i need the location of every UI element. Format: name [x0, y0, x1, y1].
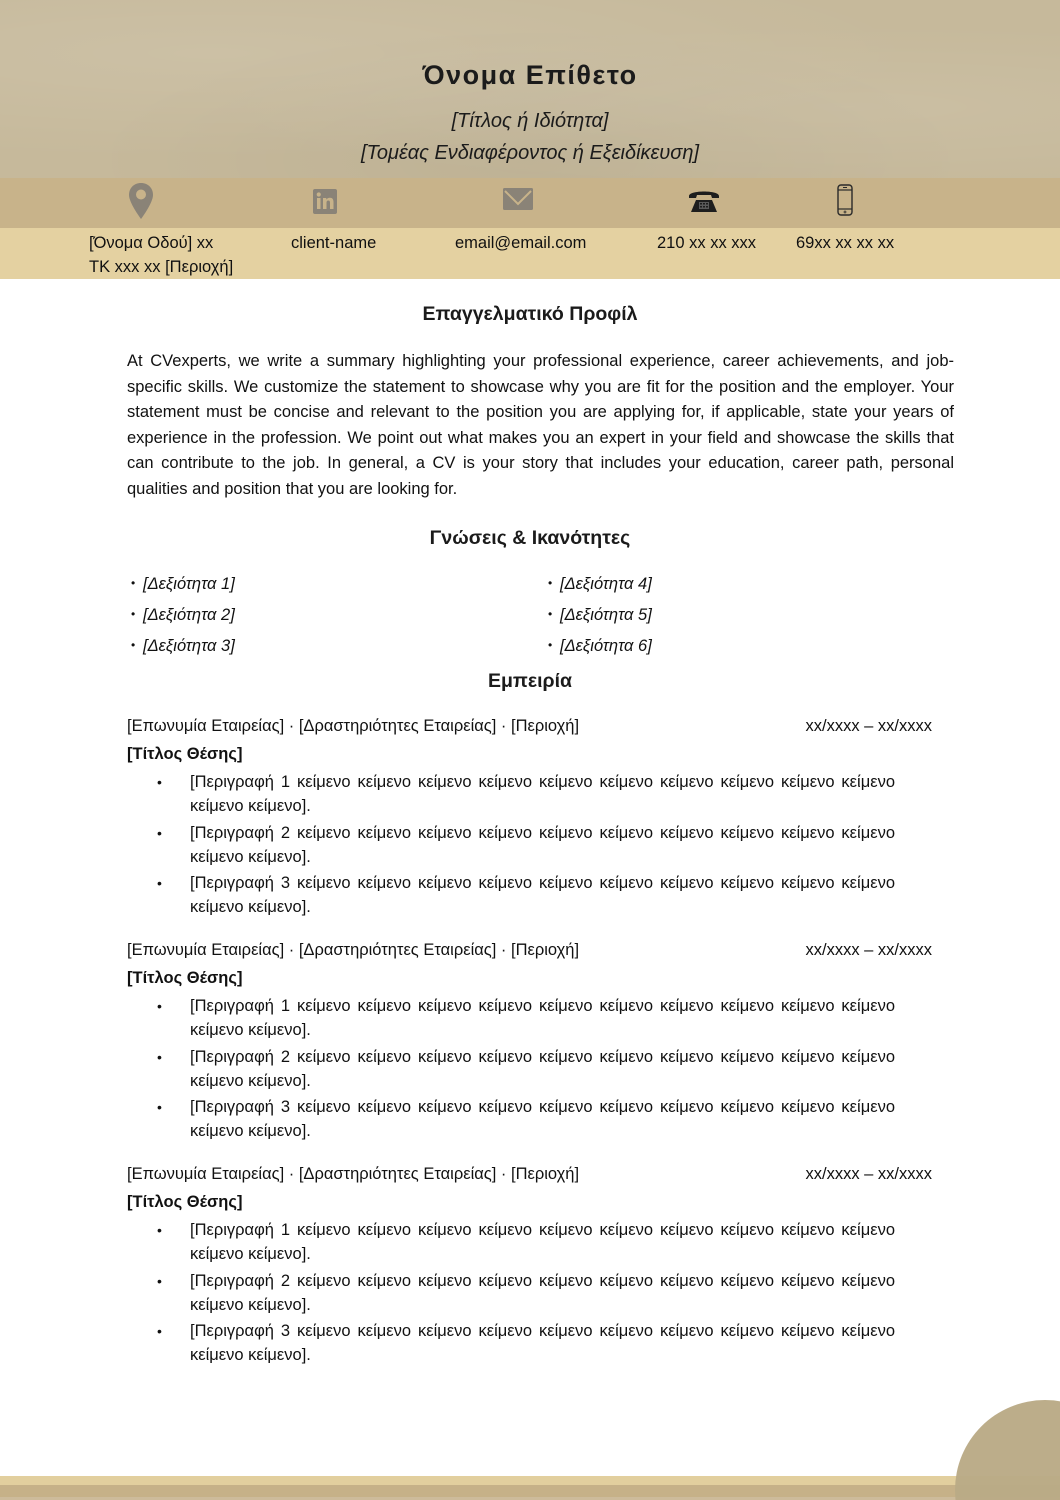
- job-entry: [127, 1165, 932, 1370]
- skill-item: • [Δεξιότητα 2]: [131, 606, 235, 624]
- company-info: [Επωνυμία Εταιρείας] · [Δραστηριότητες Εταιρείας] · [Περιοχή]: [127, 941, 580, 959]
- decorative-circle: [955, 1400, 1060, 1500]
- job-position: [Τίτλος Θέσης]: [127, 969, 243, 987]
- address: [89, 231, 233, 279]
- location-pin-icon: [128, 182, 154, 225]
- skill-item: • [Δεξιότητα 1]: [131, 575, 235, 593]
- job-position: [Τίτλος Θέσης]: [127, 1193, 243, 1211]
- company-info: [Επωνυμία Εταιρείας] · [Δραστηριότητες Εταιρείας] · [Περιοχή]: [127, 1165, 580, 1183]
- address-line-1: [Όνομα Οδού] xx: [89, 234, 214, 252]
- footer-band-light: [0, 1476, 1060, 1485]
- linkedin-handle[interactable]: client-name: [291, 234, 377, 252]
- skills-heading: Γνώσεις & Ικανότητες: [429, 527, 631, 549]
- job-entry: [127, 941, 932, 1146]
- job-bullet: • [Περιγραφή 2 κείμενο κείμενο κείμενο κείμενο κείμενο κείμενο κείμενο κείμενο κείμενο κείμενο κείμενο κείμενο].: [157, 823, 895, 866]
- job-title-subheading: [Τίτλος ή Ιδιότητα]: [451, 110, 609, 132]
- job-bullet: • [Περιγραφή 3 κείμενο κείμενο κείμενο κείμενο κείμενο κείμενο κείμενο κείμενο κείμενο κείμενο κείμενο κείμενο].: [157, 874, 895, 917]
- mobile-phone-icon: [837, 184, 853, 221]
- skill-item: • [Δεξιότητα 6]: [548, 637, 652, 655]
- address-line-2: ΤΚ xxx xx [Περιοχή]: [89, 258, 234, 276]
- experience-heading: Εμπειρία: [487, 670, 572, 692]
- profile-heading: Επαγγελματικό Προφίλ: [422, 303, 638, 325]
- telephone-icon: [687, 188, 721, 219]
- job-entry: [127, 717, 932, 922]
- skill-item: • [Δεξιότητα 4]: [548, 575, 652, 593]
- job-bullet: • [Περιγραφή 1 κείμενο κείμενο κείμενο κείμενο κείμενο κείμενο κείμενο κείμενο κείμενο κείμενο κείμενο κείμενο].: [157, 1221, 895, 1263]
- profile-summary: At CVexperts, we write a summary highlighting your professional experience, career achievements, and job-specific skills. We customize the statement to showcase why you are fit for the position and the employer. Your statement must be concise and relevant to the position you are applying for, if applicable, state your years of experience in the profession. We point out what makes you an expert in your field and showcase the skills that can contribute to the job. In general, a CV is your story that includes your education, career path, personal qualities and position that you are looking for.: [127, 352, 954, 498]
- full-name: Όνομα Επίθετο: [422, 60, 638, 90]
- skill-item: • [Δεξιότητα 3]: [131, 637, 235, 655]
- footer-band-dark: [0, 1485, 1060, 1497]
- skill-item: • [Δεξιότητα 5]: [548, 606, 652, 624]
- mobile-number: 69xx xx xx xx: [796, 234, 895, 252]
- header-banner: [0, 0, 1060, 178]
- job-bullet: • [Περιγραφή 3 κείμενο κείμενο κείμενο κείμενο κείμενο κείμενο κείμενο κείμενο κείμενο κείμενο κείμενο κείμενο].: [157, 1098, 895, 1141]
- job-bullet: • [Περιγραφή 1 κείμενο κείμενο κείμενο κείμενο κείμενο κείμενο κείμενο κείμενο κείμενο κείμενο κείμενο κείμενο].: [157, 773, 895, 815]
- job-dates: xx/xxxx – xx/xxxx: [805, 941, 932, 959]
- job-bullet: • [Περιγραφή 1 κείμενο κείμενο κείμενο κείμενο κείμενο κείμενο κείμενο κείμενο κείμενο κείμενο κείμενο κείμενο].: [157, 997, 895, 1039]
- email-address[interactable]: email@email.com: [455, 234, 587, 252]
- linkedin-icon: [313, 189, 337, 219]
- specialty-subheading: [Τομέας Ενδιαφέροντος ή Εξειδίκευση]: [360, 142, 700, 164]
- job-dates: xx/xxxx – xx/xxxx: [805, 1165, 932, 1183]
- job-bullet: • [Περιγραφή 3 κείμενο κείμενο κείμενο κείμενο κείμενο κείμενο κείμενο κείμενο κείμενο κείμενο κείμενο κείμενο].: [157, 1322, 895, 1365]
- envelope-icon: [503, 188, 533, 215]
- job-position: [Τίτλος Θέσης]: [127, 745, 243, 763]
- job-bullet: • [Περιγραφή 2 κείμενο κείμενο κείμενο κείμενο κείμενο κείμενο κείμενο κείμενο κείμενο κείμενο κείμενο κείμενο].: [157, 1271, 895, 1314]
- job-bullet: • [Περιγραφή 2 κείμενο κείμενο κείμενο κείμενο κείμενο κείμενο κείμενο κείμενο κείμενο κείμενο κείμενο κείμενο].: [157, 1047, 895, 1090]
- job-dates: xx/xxxx – xx/xxxx: [805, 717, 932, 735]
- landline-number: 210 xx xx xxx: [657, 234, 757, 252]
- company-info: [Επωνυμία Εταιρείας] · [Δραστηριότητες Εταιρείας] · [Περιοχή]: [127, 717, 580, 735]
